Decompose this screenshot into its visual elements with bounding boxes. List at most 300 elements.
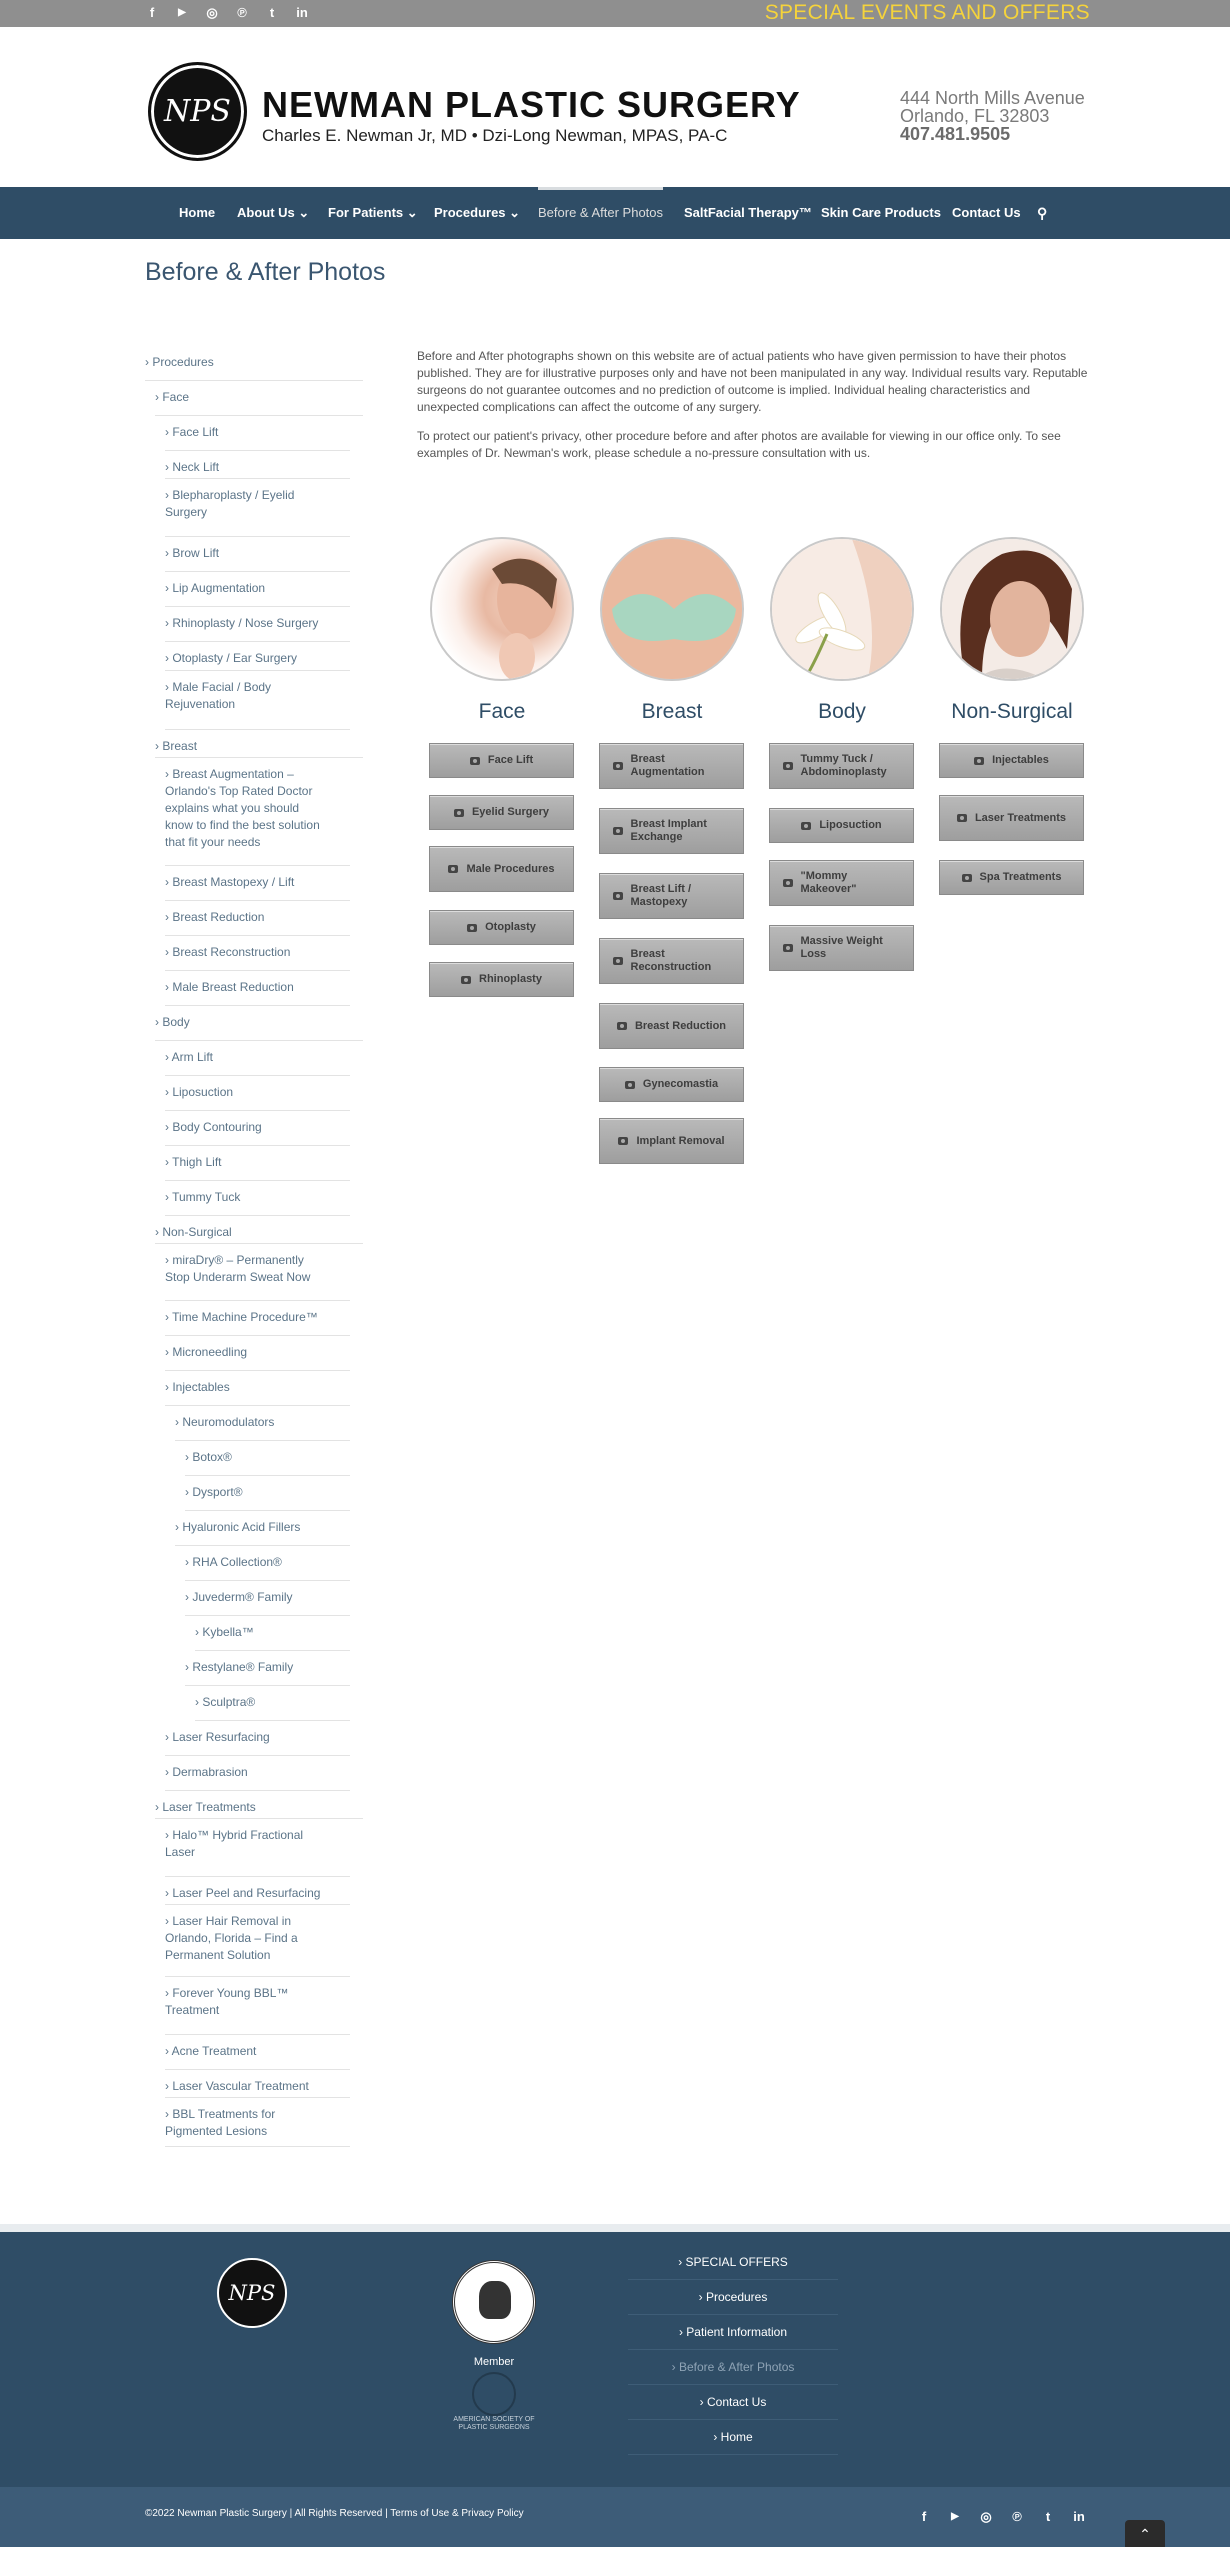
sidebar-item-label: Breast Reduction [172,910,265,924]
sidebar-divider [165,450,350,451]
sidebar-item[interactable] [185,1554,330,1571]
sidebar-item-label: Rhinoplasty / Nose Surgery [172,616,319,630]
instagram-icon[interactable]: ◎ [206,5,218,20]
sidebar-item[interactable] [165,1049,330,1066]
chevron-right-icon: › [713,2430,721,2444]
footer-youtube-icon[interactable]: ▶ [951,2511,959,2522]
chevron-right-icon: › [185,1590,193,1604]
sidebar-divider [165,606,350,607]
sidebar-item[interactable] [165,1309,330,1326]
sidebar-divider [165,1075,350,1076]
sidebar-item[interactable] [185,1484,330,1501]
sidebar-item[interactable] [185,1659,330,1676]
sidebar-item[interactable] [165,2106,330,2140]
page-title: Before & After Photos [145,258,386,286]
sidebar-item[interactable] [165,874,330,891]
footer-link-procedures[interactable] [628,2289,838,2305]
sidebar-item-label: Time Machine Procedure™ [172,1310,318,1324]
linkedin-icon[interactable]: in [296,5,308,20]
sidebar-divider [165,900,350,901]
footer-link-contact-us[interactable] [628,2394,838,2410]
footer-menu-divider [628,2349,838,2350]
footer-menu-divider [628,2314,838,2315]
footer-link-before-after-photos[interactable] [628,2359,838,2375]
face-lift-button[interactable] [429,743,574,778]
asps-logo [452,2372,536,2431]
sidebar-divider [185,1475,350,1476]
chevron-right-icon: › [165,1986,173,2000]
gynecomastia-button[interactable] [599,1067,744,1102]
nav-home[interactable]: Home [179,205,216,220]
sidebar-item[interactable] [175,1519,330,1536]
body-photo [772,539,914,681]
sidebar-divider [165,729,350,730]
sidebar-item[interactable] [165,1764,330,1781]
main-nav [0,187,1230,239]
address-line-1: 444 North Mills Avenue [900,88,1085,108]
sidebar-item[interactable] [155,738,330,755]
camera-icon [461,976,471,984]
button-label: Tummy Tuck / Abdominoplasty [800,753,887,778]
nav-saltfacial-therapy[interactable]: SaltFacial Therapy™ [684,205,812,220]
sidebar-item-label: Male Breast Reduction [172,980,294,994]
tummy-tuck-button[interactable] [769,743,914,789]
sidebar-divider [165,970,350,971]
nav-contact-us[interactable]: Contact Us [952,205,1021,220]
sidebar-item-label: Kybella™ [202,1625,254,1639]
footer-logo-monogram: NPS [228,2281,276,2305]
button-label: Breast Reduction [634,1019,727,1032]
sidebar-item-label: Juvederm® Family [192,1590,293,1604]
camera-icon [783,944,793,952]
footer-nps-logo[interactable] [217,2258,287,2328]
footer-menu-divider [628,2454,838,2455]
sidebar-item[interactable] [165,2078,330,2095]
back-to-top-button[interactable] [1125,2520,1165,2548]
sidebar-item[interactable] [165,944,330,961]
chevron-right-icon: › [155,1015,163,1029]
breast-augmentation-button[interactable] [599,743,744,789]
sidebar-divider [165,2146,350,2147]
button-label: Rhinoplasty [479,973,542,985]
button-label: Breast Augmentation [630,753,705,778]
sidebar-divider [195,1720,350,1721]
button-label: Implant Removal [636,1134,725,1147]
injectables-button[interactable] [939,743,1084,778]
special-events-link[interactable]: SPECIAL EVENTS AND OFFERS [764,1,1090,24]
sidebar-item[interactable] [165,679,330,713]
camera-icon [467,924,477,932]
chevron-right-icon: › [165,680,173,694]
sidebar-divider [155,415,363,416]
sidebar-divider [175,1545,350,1546]
sidebar-item[interactable] [165,1119,330,1136]
footer-link-special-offers[interactable] [628,2254,838,2270]
sidebar-item[interactable] [155,389,330,406]
footer-menu-divider [628,2279,838,2280]
address-block [900,89,1085,143]
eyelid-surgery-button[interactable] [429,795,574,830]
sidebar-divider [165,536,350,537]
button-label: Spa Treatments [979,871,1062,883]
sidebar-item-label: Neck Lift [172,460,220,474]
button-label: Massive Weight Loss [800,935,883,960]
chevron-right-icon: › [165,1310,173,1324]
chevron-right-icon: › [185,1660,193,1674]
member-label: Member [473,2356,515,2368]
footer-twitter-icon[interactable]: t [1045,2509,1051,2524]
chevron-right-icon: › [165,1190,173,1204]
chevron-right-icon: › [185,1485,193,1499]
pinterest-icon[interactable]: ℗ [237,5,247,20]
sidebar-divider [165,1005,350,1006]
sidebar-item[interactable] [165,909,330,926]
footer-menu-divider [628,2384,838,2385]
breast-lift-button[interactable] [599,873,744,919]
button-label: Breast Implant Exchange [630,818,707,843]
sidebar-item[interactable] [165,1084,330,1101]
chevron-right-icon: › [175,1520,183,1534]
intro-paragraph-1: Before and After photographs shown on this website are of actual patients who have given permission to have their photos published. They are for illustrative purposes only and have not been manipulated in any way. Individual results vary. Reputable surgeons do not guarantee outcomes and no prediction of outcome is implied. Individual healing characteristics and unexpected complications can affect the outcome of any surgery. [417,349,1088,414]
breast-category-image[interactable] [600,537,744,681]
sidebar-divider [185,1510,350,1511]
footer-instagram-icon[interactable]: ◎ [980,2509,992,2524]
sidebar-item-label: Neuromodulators [182,1415,275,1429]
chevron-right-icon: › [185,1555,193,1569]
sidebar-item-label: Face [162,390,190,404]
sidebar-divider [165,1904,350,1905]
page-bottom [0,2547,1230,2560]
face-column-title[interactable]: Face [478,700,526,723]
top-bar [0,0,1230,27]
sidebar-item-label: Restylane® Family [192,1660,294,1674]
chevron-right-icon: › [165,460,173,474]
male-procedures-button[interactable] [429,846,574,892]
address-line-2: Orlando, FL 32803 [900,106,1050,126]
sidebar-item[interactable] [165,1344,330,1361]
breast-column-title[interactable]: Breast [641,700,703,723]
chevron-right-icon: › [165,2044,172,2058]
sidebar-item[interactable] [165,1379,330,1396]
sidebar-item[interactable] [165,424,330,441]
chevron-right-icon: › [175,1415,183,1429]
chevron-right-icon: › [165,1380,173,1394]
chevron-right-icon: › [671,2360,679,2374]
sidebar-item-label: Body [162,1015,190,1029]
twitter-icon[interactable]: t [269,5,275,20]
camera-icon [618,1137,628,1145]
spa-treatments-button[interactable] [939,860,1084,895]
sidebar-item-label: Breast Augmentation – Orlando's Top Rated Doctor explains what you should know to find the best solution that fit your needs [165,767,320,849]
sidebar-item[interactable] [165,766,330,851]
footer-facebook-icon[interactable]: f [921,2509,927,2524]
sidebar-item-label: Breast Mastopexy / Lift [172,875,295,889]
laser-treatments-button[interactable] [939,795,1084,841]
sidebar-item-label: Botox® [192,1450,232,1464]
sidebar-item-label: Tummy Tuck [172,1190,241,1204]
chevron-right-icon: › [165,980,173,994]
sidebar-divider [175,1440,350,1441]
chevron-right-icon: › [165,1730,173,1744]
chevron-right-icon: › [165,1886,173,1900]
sidebar-item-label: Hyaluronic Acid Fillers [182,1520,301,1534]
implant-removal-button[interactable] [599,1118,744,1164]
sidebar-item[interactable] [165,1252,330,1286]
camera-icon [613,762,623,770]
sidebar-divider [165,1790,350,1791]
facebook-icon[interactable]: f [149,5,155,20]
chevron-right-icon: › [155,1225,163,1239]
sidebar-divider [165,1335,350,1336]
sidebar-divider [165,2034,350,2035]
sidebar-divider [155,1243,363,1244]
sidebar-item[interactable] [165,1154,330,1171]
sidebar-divider [165,2097,350,2098]
nav-about-us[interactable]: About Us ⌄ [237,205,310,220]
sidebar-item[interactable] [155,1799,330,1816]
sidebar-item[interactable] [165,1985,330,2019]
breast-reduction-button[interactable] [599,1003,744,1049]
sidebar-item-label: Laser Peel and Resurfacing [172,1886,321,1900]
sidebar-item[interactable] [155,1014,330,1031]
sidebar-item-label: Laser Hair Removal in Orlando, Florida – Find a Permanent Solution [165,1914,298,1962]
asps-ring-icon [472,2372,516,2416]
site-header [0,27,1230,187]
footer-link-label: SPECIAL OFFERS [685,2255,788,2269]
button-label: Gynecomastia [642,1078,719,1090]
abps-seal-icon [452,2260,536,2344]
sidebar-item-label: miraDry® – Permanently Stop Underarm Sweat Now [165,1253,311,1284]
chevron-right-icon: › [165,1828,173,1842]
sidebar-item[interactable] [165,615,330,632]
button-label: Injectables [992,754,1049,766]
sidebar-item-label: Lip Augmentation [172,581,266,595]
chevron-right-icon: › [165,767,173,781]
sidebar-item-label: Breast [162,739,198,753]
sidebar-divider [165,1755,350,1756]
sidebar-item[interactable] [195,1624,330,1641]
asps-text: AMERICAN SOCIETY OF PLASTIC SURGEONS [453,2416,535,2431]
camera-icon [962,874,972,882]
chevron-right-icon: › [165,546,173,560]
chevron-up-icon: ⌃ [1139,2526,1151,2542]
sidebar-item-label: Breast Reconstruction [172,945,291,959]
camera-icon [617,1022,627,1030]
sidebar-divider [185,1685,350,1686]
sidebar-item-label: Face Lift [172,425,219,439]
site-title[interactable]: NEWMAN PLASTIC SURGERY [262,84,801,125]
sidebar-item[interactable] [165,1885,330,1902]
sidebar-item[interactable] [165,2043,330,2060]
sidebar-item[interactable] [195,1694,330,1711]
sidebar-divider [165,641,350,642]
non-surgical-category-image[interactable] [940,537,1084,681]
sidebar-item[interactable] [155,1224,330,1241]
nav-skin-care-products[interactable]: Skin Care Products [821,205,941,220]
footer-menu-divider [628,2419,838,2420]
site-subtitle: Charles E. Newman Jr, MD • Dzi-Long Newman, MPAS, PA-C [262,126,728,145]
chevron-right-icon: › [165,875,173,889]
button-label: Face Lift [487,754,534,766]
massive-weight-loss-button[interactable] [769,925,914,971]
sidebar-item[interactable] [165,1827,330,1861]
sidebar-divider [165,478,350,479]
sidebar-item-label: RHA Collection® [192,1555,282,1569]
copyright-text[interactable]: ©2022 Newman Plastic Surgery | All Rights Reserved | Terms of Use & Privacy Policy [145,2508,524,2519]
youtube-icon[interactable]: ▶ [178,7,186,18]
footer-pinterest-icon[interactable]: ℗ [1012,2509,1022,2524]
sidebar-divider [165,865,350,866]
seal-portrait [479,2281,511,2319]
sidebar-item-label: Brow Lift [172,546,220,560]
sidebar-item[interactable] [185,1589,330,1606]
camera-icon [783,762,793,770]
footer-linkedin-icon[interactable]: in [1073,2509,1085,2524]
body-category-image[interactable] [770,537,914,681]
sidebar-item-label: Injectables [172,1380,230,1394]
sidebar-item[interactable] [165,1729,330,1746]
sidebar-divider [165,935,350,936]
body-column-title[interactable]: Body [818,700,866,723]
nav-before-after-photos[interactable]: Before & After Photos [538,187,663,239]
chevron-right-icon: › [195,1625,203,1639]
chevron-right-icon: › [165,1765,173,1779]
sidebar-divider [165,1180,350,1181]
camera-icon [613,892,623,900]
sidebar-item-label: Liposuction [172,1085,234,1099]
chevron-right-icon: › [165,945,173,959]
sidebar-divider [155,1040,363,1041]
sidebar-divider [165,1110,350,1111]
footer-link-label: Patient Information [686,2325,788,2339]
nav-for-patients[interactable]: For Patients ⌄ [328,205,418,220]
sidebar-item[interactable] [165,1913,330,1964]
sidebar-item[interactable] [165,545,330,562]
breast-photo [602,539,744,681]
camera-icon [957,814,967,822]
sidebar-divider [185,1580,350,1581]
sidebar-item-label: Non-Surgical [162,1225,232,1239]
camera-icon [801,822,811,830]
chevron-right-icon: › [155,1800,163,1814]
rhinoplasty-button[interactable] [429,962,574,997]
mommy-makeover-button[interactable] [769,860,914,906]
sidebar-item-label: Sculptra® [202,1695,256,1709]
face-category-image[interactable] [430,537,574,681]
sidebar-item[interactable] [175,1414,330,1431]
chevron-right-icon: › [145,355,153,369]
sidebar-item-label: Acne Treatment [171,2044,257,2058]
sidebar-item[interactable] [165,459,330,476]
sidebar-item[interactable] [165,580,330,597]
non-surgical-photo [942,539,1084,681]
sidebar-divider [195,1650,350,1651]
phone-link[interactable]: 407.481.9505 [900,124,1011,144]
button-label: Eyelid Surgery [471,806,550,818]
sidebar-item-label: Laser Vascular Treatment [172,2079,309,2093]
sidebar-item-label: Male Facial / Body Rejuvenation [165,680,272,711]
breast-reconstruction-button[interactable] [599,938,744,984]
sidebar-item[interactable] [165,979,330,996]
chevron-right-icon: › [165,1120,173,1134]
intro-text [417,348,1095,474]
sidebar-item[interactable] [145,354,330,371]
sidebar-divider [165,670,350,671]
sidebar-divider [145,380,363,381]
sidebar-divider [165,1370,350,1371]
chevron-right-icon: › [165,1253,173,1267]
sidebar-item-label: Laser Treatments [162,1800,256,1814]
non-surgical-column-title[interactable]: Non-Surgical [951,700,1073,723]
sidebar-item[interactable] [185,1449,330,1466]
sidebar-divider [165,2069,350,2070]
liposuction-button[interactable] [769,808,914,843]
sidebar-item[interactable] [165,1189,330,1206]
chevron-right-icon: › [165,2107,173,2121]
camera-icon [448,865,458,873]
sidebar-divider [165,571,350,572]
footer-link-label: Contact Us [706,2395,767,2409]
sidebar-divider [165,1215,350,1216]
button-label: Breast Lift / Mastopexy [630,883,692,908]
chevron-right-icon: › [165,1155,173,1169]
site-footer [0,2232,1230,2487]
footer-link-patient-information[interactable] [628,2324,838,2340]
button-label: Liposuction [819,819,882,831]
sidebar-item-label: Forever Young BBL™ Treatment [165,1986,289,2017]
chevron-right-icon: › [165,1914,173,1928]
chevron-right-icon: › [165,581,173,595]
sidebar-divider [165,1145,350,1146]
chevron-right-icon: › [185,1450,193,1464]
search-icon[interactable]: ⚲ [1037,205,1048,221]
footer-link-label: Procedures [705,2290,768,2304]
sidebar-divider [155,1818,363,1819]
chevron-right-icon: › [699,2395,707,2409]
intro-paragraph-2: To protect our patient's privacy, other procedure before and after photos are available for viewing in our office only. To see examples of Dr. Newman's work, please schedule a no-pressure consultation with us. [417,429,1061,460]
breast-implant-exchange-button[interactable] [599,808,744,854]
sidebar-divider [165,1876,350,1877]
sidebar-item-label: Halo™ Hybrid Fractional Laser [165,1828,304,1859]
sidebar-divider [165,1405,350,1406]
sidebar-divider [155,757,363,758]
chevron-right-icon: › [165,616,173,630]
camera-icon [625,1081,635,1089]
nav-procedures[interactable]: Procedures ⌄ [434,205,521,220]
nps-logo[interactable] [148,62,247,161]
button-label: Male Procedures [466,862,555,875]
sidebar-divider [165,1976,350,1977]
sidebar-item-label: Otoplasty / Ear Surgery [172,651,298,665]
button-label: Otoplasty [485,921,536,933]
sidebar-divider [165,1300,350,1301]
camera-icon [454,809,464,817]
chevron-right-icon: › [678,2255,686,2269]
otoplasty-button[interactable] [429,910,574,945]
button-label: "Mommy Makeover" [800,870,857,895]
chevron-right-icon: › [165,910,173,924]
sidebar-item[interactable] [165,487,330,521]
chevron-right-icon: › [165,2079,173,2093]
chevron-right-icon: › [155,390,163,404]
footer-divider [0,2224,1230,2232]
button-label: Breast Reconstruction [630,948,712,973]
sidebar-item[interactable] [165,650,330,667]
sidebar-item-label: BBL Treatments for Pigmented Lesions [165,2107,276,2138]
chevron-right-icon: › [698,2290,706,2304]
footer-link-home[interactable] [628,2429,838,2445]
sidebar-item-label: Arm Lift [171,1050,214,1064]
